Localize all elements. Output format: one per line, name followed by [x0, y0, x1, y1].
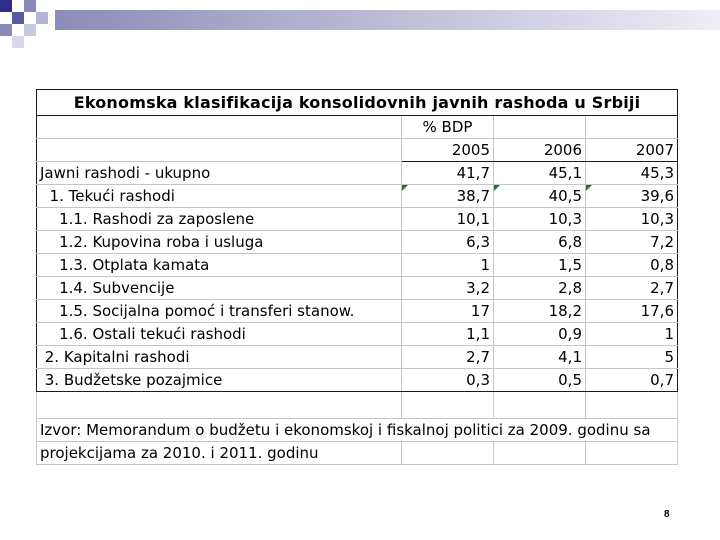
corner-square [12, 36, 24, 48]
expenditure-table [36, 89, 678, 465]
value-2006: 18,2 [494, 300, 586, 323]
row-label: 1.1. Rashodi za zaposlene [37, 208, 402, 231]
empty-cell [494, 392, 586, 419]
corner-decoration [0, 0, 60, 50]
header-gradient-band [55, 10, 720, 30]
value-2006: 2,8 [494, 277, 586, 300]
table-row [37, 323, 678, 346]
table-row [37, 162, 678, 185]
table-title: Ekonomska klasifikacija konsolidovnih javnih rashoda u Srbiji [37, 90, 678, 116]
value-2005: 2,7 [402, 346, 494, 369]
value-2007: 1 [586, 323, 678, 346]
empty-cell [494, 442, 586, 465]
value-2006: 1,5 [494, 254, 586, 277]
value-2005: 38,7 [402, 185, 494, 208]
row-label: 1. Tekući rashodi [37, 185, 402, 208]
year-header-row [37, 139, 678, 162]
row-label: 1.4. Subvencije [37, 277, 402, 300]
table-row [37, 208, 678, 231]
source-note: Izvor: Memorandum o budžetu i ekonomskoj i fiskalnoj politici za 2009. godinu sa [37, 419, 678, 442]
empty-cell [494, 116, 586, 139]
empty-cell [37, 392, 402, 419]
table-row [37, 346, 678, 369]
value-2007: 5 [586, 346, 678, 369]
value-2005: 0,3 [402, 369, 494, 392]
empty-cell [402, 392, 494, 419]
table-row [37, 277, 678, 300]
value-2006: 40,5 [494, 185, 586, 208]
value-2006: 4,1 [494, 346, 586, 369]
row-label: 1.3. Otplata kamata [37, 254, 402, 277]
value-2007: 45,3 [586, 162, 678, 185]
value-2005: 10,1 [402, 208, 494, 231]
value-2006: 0,9 [494, 323, 586, 346]
row-label: 1.6. Ostali tekući rashodi [37, 323, 402, 346]
table-row [37, 369, 678, 392]
corner-square [0, 0, 12, 12]
page-number: 8 [664, 509, 670, 520]
value-2007: 0,7 [586, 369, 678, 392]
row-label: Jawni rashodi - ukupno [37, 162, 402, 185]
value-2007: 0,8 [586, 254, 678, 277]
title-row [37, 90, 678, 116]
value-2007: 39,6 [586, 185, 678, 208]
corner-square [0, 24, 12, 36]
value-2007: 2,7 [586, 277, 678, 300]
spacer-row [37, 392, 678, 419]
value-2007: 17,6 [586, 300, 678, 323]
value-2006: 0,5 [494, 369, 586, 392]
empty-cell [586, 442, 678, 465]
corner-square [24, 0, 36, 12]
row-label: 2. Kapitalni rashodi [37, 346, 402, 369]
empty-cell [402, 442, 494, 465]
corner-square [36, 12, 48, 24]
value-2005: 41,7 [402, 162, 494, 185]
empty-cell [586, 116, 678, 139]
value-2005: 1 [402, 254, 494, 277]
source-row [37, 442, 678, 465]
year-header: 2007 [586, 139, 678, 162]
year-header: 2006 [494, 139, 586, 162]
unit-label: % BDP [402, 116, 494, 139]
value-2005: 3,2 [402, 277, 494, 300]
table-row [37, 231, 678, 254]
value-2005: 1,1 [402, 323, 494, 346]
value-2006: 10,3 [494, 208, 586, 231]
unit-row [37, 116, 678, 139]
table-row [37, 185, 678, 208]
corner-square [12, 12, 24, 24]
row-label: 1.2. Kupovina roba i usluga [37, 231, 402, 254]
year-header: 2005 [402, 139, 494, 162]
row-label: 3. Budžetske pozajmice [37, 369, 402, 392]
empty-cell [37, 116, 402, 139]
empty-cell [586, 392, 678, 419]
value-2007: 7,2 [586, 231, 678, 254]
empty-cell [37, 139, 402, 162]
corner-square [24, 24, 36, 36]
value-2006: 45,1 [494, 162, 586, 185]
row-label: 1.5. Socijalna pomoć i transferi stanow. [37, 300, 402, 323]
source-row [37, 419, 678, 442]
value-2007: 10,3 [586, 208, 678, 231]
value-2005: 17 [402, 300, 494, 323]
value-2006: 6,8 [494, 231, 586, 254]
table-row [37, 254, 678, 277]
table-row [37, 300, 678, 323]
source-note: projekcijama za 2010. i 2011. godinu [37, 442, 402, 465]
value-2005: 6,3 [402, 231, 494, 254]
